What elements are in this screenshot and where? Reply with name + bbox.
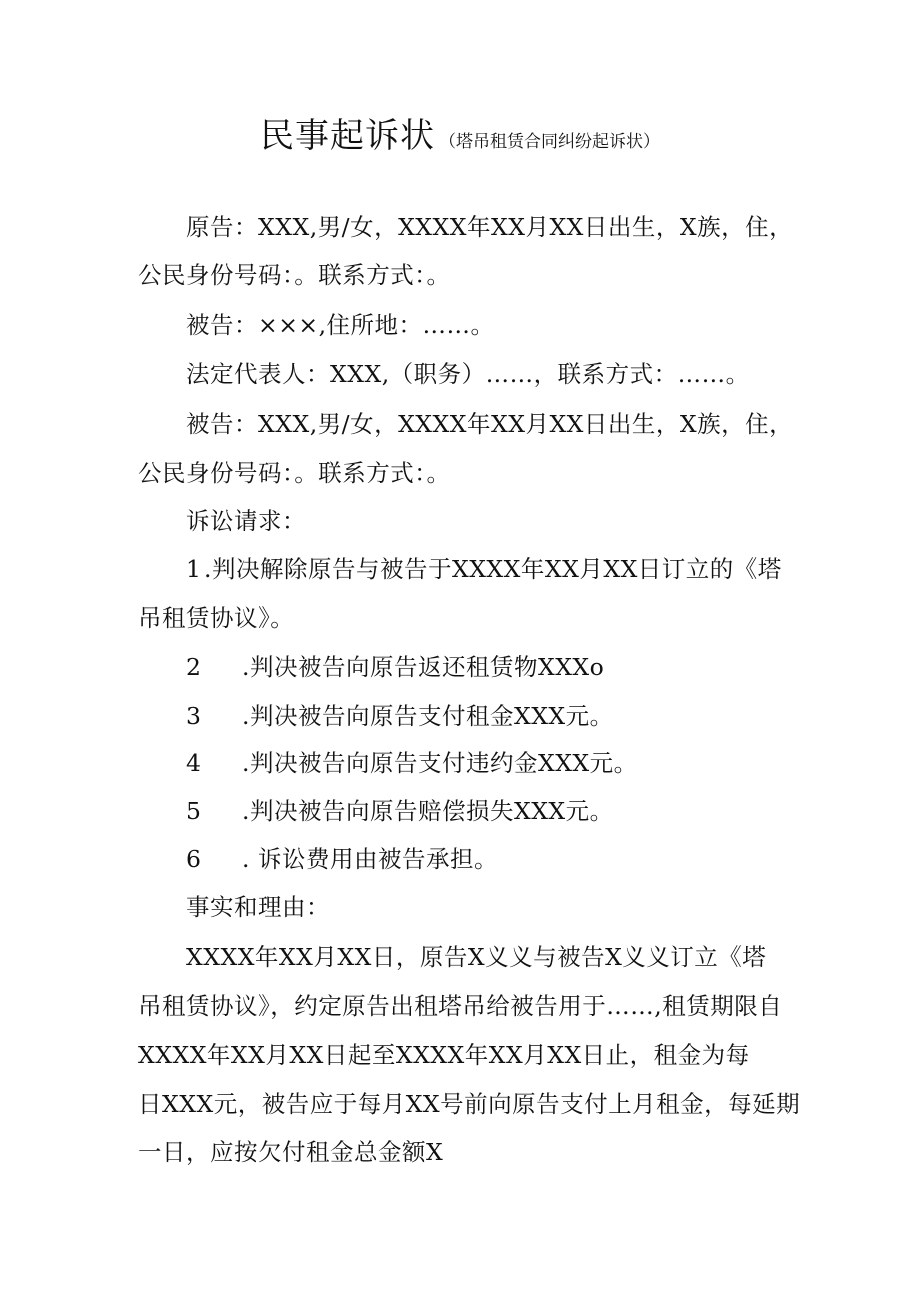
- facts-line-3: XXXX年XX月XX日起至XXXX年XX月XX日止，租金为每: [138, 1041, 750, 1069]
- claim-6-line: [186, 835, 498, 883]
- claim-6-text: . 诉讼费用由被告承担。: [242, 845, 498, 873]
- claim-4-number: 4: [186, 749, 202, 777]
- plaintiff-line-1: 原告：XXX,男/女，XXXX年XX月XX日出生，X族，住，: [186, 213, 794, 241]
- claim-2-text: .判决被告向原告返还租赁物XXXo: [242, 653, 605, 681]
- claim-1-number: 1: [186, 555, 202, 583]
- facts-line-1: XXXX年XX月XX日，原告X义义与被告X义义订立《塔: [186, 943, 767, 971]
- defendant2-line-1: 被告：XXX,男/女，XXXX年XX月XX日出生，X族，住，: [186, 410, 794, 438]
- claim-1-text: .判决解除原告与被告于XXXX年XX月XX日订立的《塔: [204, 555, 782, 583]
- defendant2-line-2: 公民身份号码：。联系方式：。: [138, 459, 451, 487]
- claim-6-number: 6: [186, 845, 202, 873]
- facts-line-5: 一日，应按欠付租金总金额X: [138, 1138, 444, 1166]
- claim-2-number: 2: [186, 653, 202, 681]
- claim-5-line: [186, 787, 614, 835]
- claim-1-line-1: [186, 545, 782, 593]
- claim-4-text: .判决被告向原告支付违约金XXX元。: [242, 749, 638, 777]
- claim-2-line: [186, 643, 604, 691]
- facts-line-2: 吊租赁协议》，约定原告出租塔吊给被告用于……,租赁期限自: [138, 992, 783, 1020]
- legal-representative-line: 法定代表人：XXX,（职务）……，联系方式：……。: [186, 360, 750, 388]
- plaintiff-line-2: 公民身份号码：。联系方式：。: [138, 261, 451, 289]
- facts-line-4: 日XXX元，被告应于每月XX号前向原告支付上月租金，每延期: [138, 1090, 801, 1118]
- claim-3-text: .判决被告向原告支付租金XXX元。: [242, 702, 614, 730]
- claim-5-text: .判决被告向原告赔偿损失XXX元。: [242, 797, 614, 825]
- claim-4-line: [186, 739, 638, 787]
- claim-1-line-2: 吊租赁协议》。: [138, 604, 295, 632]
- defendant1-line: 被告：×××,住所地：……。: [186, 311, 495, 339]
- title-subtitle: （塔吊租赁合同纠纷起诉状）: [439, 132, 660, 152]
- facts-heading: 事实和理由：: [186, 893, 330, 921]
- title-main: 民事起诉状: [260, 116, 435, 156]
- document-title: [0, 108, 920, 157]
- claim-5-number: 5: [186, 797, 202, 825]
- claims-heading: 诉讼请求：: [186, 507, 306, 535]
- claim-3-line: [186, 692, 614, 740]
- claim-3-number: 3: [186, 702, 202, 730]
